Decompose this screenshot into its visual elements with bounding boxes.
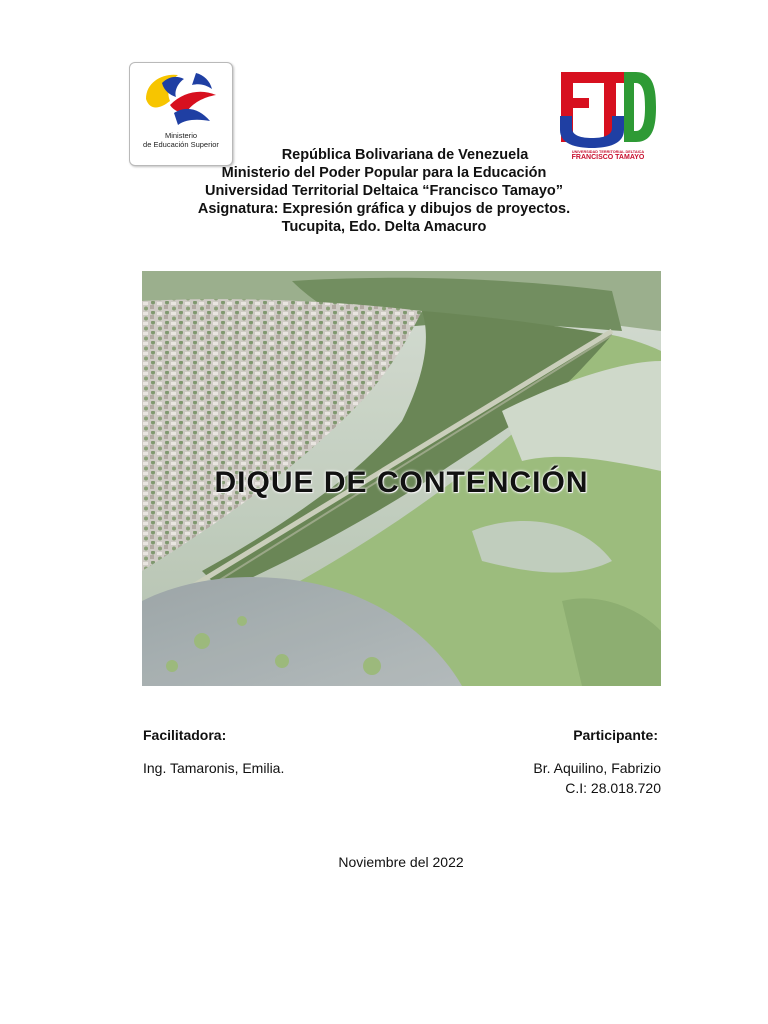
cover-title: DIQUE DE CONTENCIÓN — [214, 466, 589, 499]
cover-aerial-photo — [142, 271, 661, 686]
document-date: Noviembre del 2022 — [338, 854, 464, 870]
facilitadora-label: Facilitadora: — [143, 727, 227, 743]
logo-caption-line2: de Educación Superior — [143, 140, 219, 149]
ministry-emblem-icon — [140, 69, 222, 131]
header-line-4: Asignatura: Expresión gráfica y dibujos de proyectos. — [197, 201, 571, 217]
header-line-2: Ministerio del Poder Popular para la Educación — [221, 165, 547, 181]
logo-francisco-tamayo-line: FRANCISCO TAMAYO — [571, 154, 645, 161]
header-line-3: Universidad Territorial Deltaica “Francisco Tamayo” — [204, 183, 564, 199]
institution-header — [0, 146, 768, 236]
participante-label: Participante: — [573, 727, 658, 743]
facilitadora-name: Ing. Tamaronis, Emilia. — [143, 760, 285, 776]
participante-name: Br. Aquilino, Fabrizio — [533, 760, 661, 776]
header-line-1: República Bolivariana de Venezuela — [281, 147, 529, 163]
header-line-5: Tucupita, Edo. Delta Amacuro — [281, 219, 487, 235]
participante-ci: C.I: 28.018.720 — [565, 780, 661, 796]
logo-caption-line1: Ministerio — [164, 131, 198, 140]
logo-university-line: UNIVERSIDAD TERRITORIAL DELTAICA — [571, 150, 645, 154]
utd-initials-icon — [558, 70, 658, 150]
